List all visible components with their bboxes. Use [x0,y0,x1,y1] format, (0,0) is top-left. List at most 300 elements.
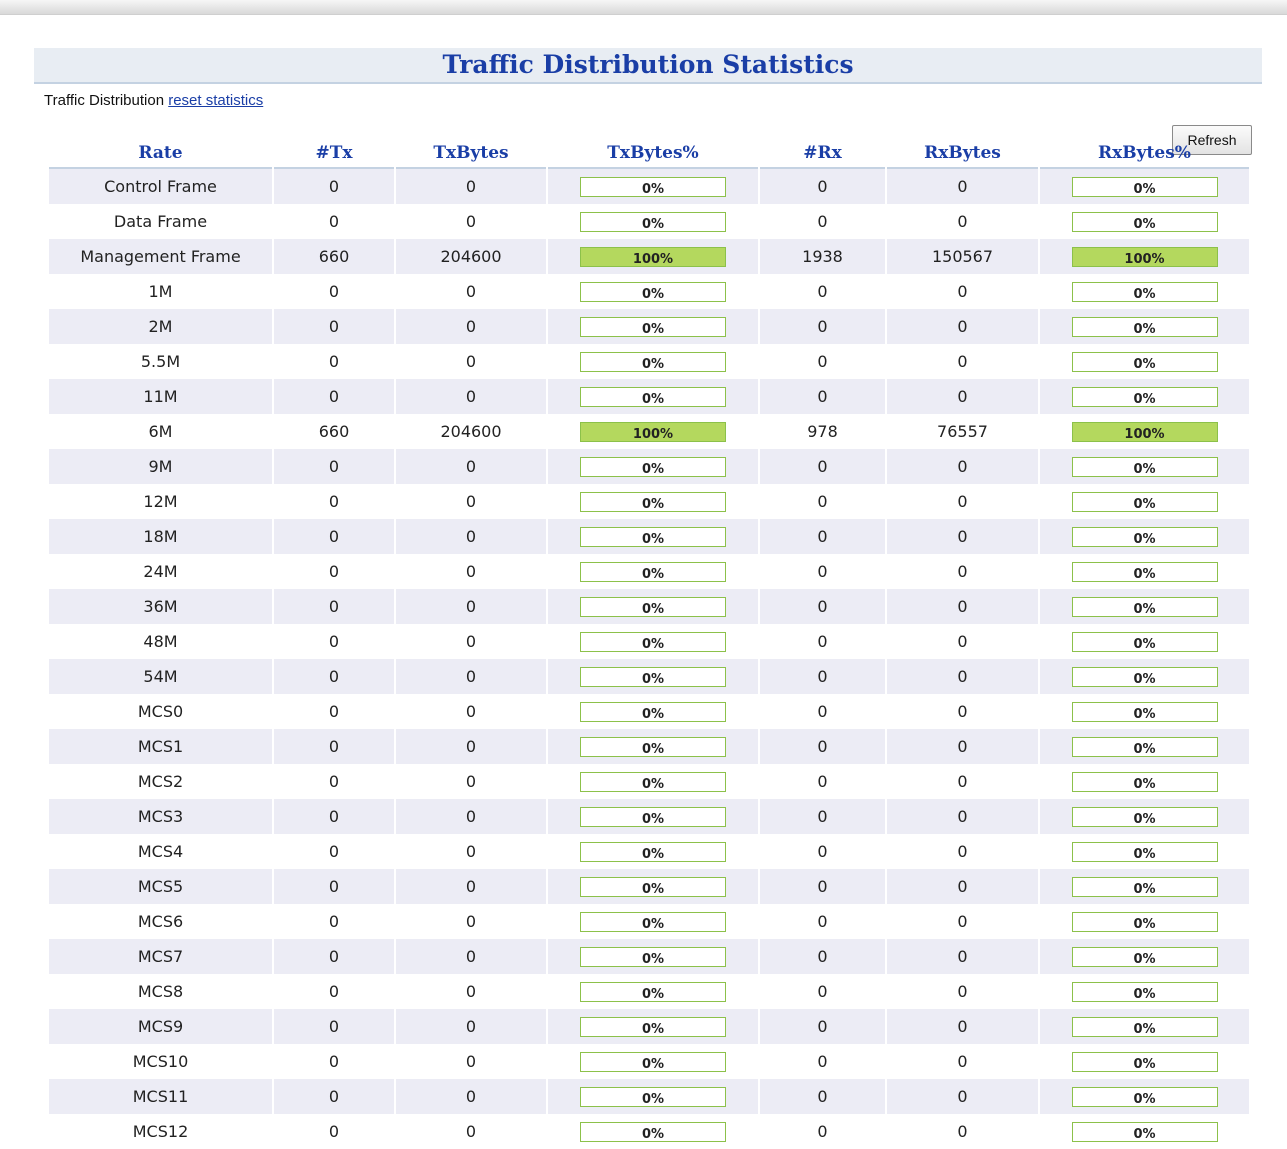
rx-bytes-percent-cell [1040,799,1249,834]
tx-bytes-percent-cell [548,1114,758,1149]
rx-bytes-percent-cell [1040,589,1249,624]
reset-statistics-link[interactable]: reset statistics [168,92,264,109]
rx-bytes-percent-bar [1072,597,1218,617]
rx-bytes-percent-cell [1040,274,1249,309]
tx-bytes-percent-bar [580,247,726,267]
table-row [49,939,1249,974]
rx-bytes-percent-cell [1040,764,1249,799]
rx-count-cell: 0 [760,1009,885,1044]
rx-bytes-percent-label: 0% [1133,916,1156,932]
rx-bytes-percent-cell [1040,484,1249,519]
rx-bytes-cell: 0 [887,799,1038,834]
tx-bytes-percent-label: 0% [641,181,665,197]
tx-bytes-percent-bar [580,807,726,827]
table-row [49,624,1249,659]
table-row [49,274,1249,309]
tx-bytes-percent-cell [548,1044,758,1079]
tx-bytes-cell: 0 [396,589,546,624]
rx-bytes-cell: 0 [957,842,968,861]
tx-count-cell: 0 [274,869,394,904]
tx-bytes-percent-label: 0% [641,566,665,582]
tx-count-cell: 0 [274,1079,394,1114]
rx-count-cell: 0 [760,659,885,694]
rx-count-cell: 0 [817,562,828,581]
rx-bytes-percent-cell [1040,414,1249,449]
rx-bytes-percent-bar [1072,1087,1218,1107]
rx-bytes-percent-label: 0% [1133,461,1156,477]
table-row [49,694,1249,729]
rx-bytes-percent-label: 0% [1133,636,1156,652]
rx-bytes-percent-bar [1072,772,1218,792]
tx-bytes-percent-cell [548,379,758,414]
col-header-rxbytes: RxBytes [887,139,1038,169]
tx-bytes-cell: 0 [396,169,546,204]
rx-bytes-percent-label: 0% [1133,321,1156,337]
rate-cell: Data Frame [113,212,208,231]
tx-bytes-cell: 0 [396,309,546,344]
rx-bytes-percent-label: 0% [1133,356,1156,372]
tx-count-cell: 0 [328,562,340,581]
rate-cell: MCS6 [137,912,184,931]
tx-bytes-cell: 0 [465,282,477,301]
rx-bytes-percent-cell [1040,344,1249,379]
col-header-tx: #Tx [274,139,394,169]
rx-count-cell: 978 [807,422,838,441]
tx-bytes-cell: 0 [396,729,546,764]
table-row [49,554,1249,589]
tx-count-cell: 0 [274,589,394,624]
tx-bytes-percent-label: 0% [641,391,665,407]
tx-bytes-percent-cell [548,904,758,939]
tx-bytes-percent-cell [548,274,758,309]
rx-bytes-percent-cell [1040,309,1249,344]
rate-cell: MCS7 [49,939,272,974]
rx-bytes-percent-label: 0% [1133,951,1156,967]
tx-bytes-percent-cell [548,1009,758,1044]
table-row [49,904,1249,939]
rx-bytes-percent-cell [1040,939,1249,974]
rx-bytes-cell: 0 [887,169,1038,204]
rx-bytes-percent-cell [1040,694,1249,729]
rate-cell: MCS11 [49,1079,272,1114]
browser-top-bar [0,0,1287,15]
tx-bytes-percent-cell [548,484,758,519]
rx-bytes-percent-label: 0% [1133,706,1156,722]
col-header-txbytes-pct: TxBytes% [548,139,758,169]
tx-bytes-percent-bar [580,667,726,687]
rx-bytes-cell: 0 [887,659,1038,694]
rx-count-cell: 0 [817,842,828,861]
tx-bytes-cell: 0 [465,912,477,931]
table-header-row [49,139,1249,169]
rx-bytes-percent-bar [1072,457,1218,477]
rx-bytes-percent-bar [1072,737,1218,757]
tx-bytes-percent-label: 100% [632,426,674,442]
table-row [49,309,1249,344]
rx-bytes-percent-bar [1072,177,1218,197]
rx-bytes-percent-bar [1072,247,1218,267]
tx-count-cell: 0 [328,1052,340,1071]
rx-bytes-percent-label: 0% [1133,741,1156,757]
table-row [49,869,1249,904]
rx-bytes-percent-label: 0% [1133,496,1156,512]
table-row [49,834,1249,869]
rx-bytes-percent-cell [1040,204,1249,239]
rx-count-cell: 0 [760,799,885,834]
rx-bytes-cell: 0 [957,352,968,371]
tx-bytes-percent-bar [580,282,726,302]
tx-bytes-percent-label: 0% [641,1126,665,1142]
rx-bytes-percent-bar [1072,1052,1218,1072]
table-row [49,659,1249,694]
rx-bytes-cell: 0 [957,492,968,511]
rate-cell: MCS3 [49,799,272,834]
rx-bytes-percent-bar [1072,877,1218,897]
rate-cell: 48M [143,632,178,651]
rate-cell: MCS1 [49,729,272,764]
tx-bytes-percent-cell [548,589,758,624]
table-row [49,379,1249,414]
tx-bytes-percent-label: 0% [641,216,665,232]
tx-bytes-percent-label: 0% [641,461,665,477]
table-row [49,169,1249,204]
rx-bytes-percent-label: 0% [1133,531,1156,547]
tx-bytes-percent-label: 0% [641,776,665,792]
rx-bytes-cell: 0 [957,982,968,1001]
rx-bytes-percent-bar [1072,282,1218,302]
tx-bytes-percent-label: 0% [641,951,665,967]
rate-cell: MCS0 [137,702,184,721]
rx-count-cell: 0 [760,939,885,974]
rx-bytes-percent-label: 0% [1133,776,1156,792]
traffic-distribution-label [44,92,263,109]
tx-bytes-cell: 0 [465,632,477,651]
rx-bytes-cell: 0 [957,562,968,581]
tx-count-cell: 0 [274,519,394,554]
rx-bytes-cell: 0 [887,1079,1038,1114]
rx-bytes-percent-bar [1072,667,1218,687]
tx-bytes-percent-label: 0% [641,636,665,652]
rx-bytes-percent-cell [1040,379,1249,414]
tx-bytes-percent-bar [580,317,726,337]
rx-bytes-cell: 0 [957,212,968,231]
table-row [49,729,1249,764]
rx-bytes-percent-label: 0% [1133,181,1156,197]
rate-cell: MCS12 [132,1122,189,1141]
rx-bytes-cell: 0 [957,912,968,931]
rx-bytes-percent-cell [1040,869,1249,904]
rx-count-cell: 0 [817,1052,828,1071]
tx-bytes-percent-label: 0% [641,1056,665,1072]
tx-bytes-cell: 0 [465,772,477,791]
tx-count-cell: 0 [328,282,340,301]
tx-bytes-cell: 0 [396,1009,546,1044]
rx-bytes-percent-bar [1072,807,1218,827]
tx-bytes-percent-cell [548,519,758,554]
tx-bytes-cell: 0 [465,562,477,581]
rx-count-cell: 0 [817,772,828,791]
tx-bytes-cell: 0 [465,982,477,1001]
table-row [49,764,1249,799]
rate-cell: Control Frame [49,169,272,204]
table-row [49,1044,1249,1079]
rx-bytes-cell: 0 [887,939,1038,974]
rx-count-cell: 0 [817,982,828,1001]
rx-bytes-percent-bar [1072,317,1218,337]
rate-cell: 6M [148,422,173,441]
tx-bytes-percent-label: 0% [641,496,665,512]
rx-count-cell: 0 [760,729,885,764]
tx-count-cell: 0 [328,212,340,231]
tx-bytes-percent-cell [548,974,758,1009]
rx-bytes-cell: 76557 [937,422,988,441]
tx-bytes-cell: 0 [396,519,546,554]
tx-count-cell: 0 [328,492,340,511]
tx-bytes-percent-bar [580,1052,726,1072]
tx-bytes-percent-cell [548,554,758,589]
table-row [49,344,1249,379]
rate-cell: MCS10 [132,1052,189,1071]
rate-cell: 36M [49,589,272,624]
rx-bytes-cell: 0 [887,589,1038,624]
rx-bytes-percent-bar [1072,387,1218,407]
table-row [49,1114,1249,1149]
table-row [49,449,1249,484]
rx-bytes-percent-label: 0% [1133,986,1156,1002]
rx-bytes-percent-cell [1040,1114,1249,1149]
rx-bytes-cell: 0 [887,1009,1038,1044]
section-label: Traffic Distribution [44,92,165,109]
rx-count-cell: 0 [760,379,885,414]
rx-count-cell: 0 [817,352,828,371]
rx-bytes-percent-cell [1040,239,1249,274]
rx-count-cell: 0 [817,912,828,931]
rx-bytes-percent-bar [1072,422,1218,442]
tx-count-cell: 0 [328,842,340,861]
tx-bytes-percent-cell [548,449,758,484]
tx-bytes-percent-cell [548,764,758,799]
rx-bytes-cell: 0 [957,632,968,651]
tx-bytes-percent-label: 100% [632,251,674,267]
traffic-stats-table [47,139,1251,1149]
rx-bytes-percent-bar [1072,947,1218,967]
rate-cell: 54M [49,659,272,694]
rx-count-cell: 0 [817,1122,828,1141]
tx-bytes-percent-cell [548,204,758,239]
tx-count-cell: 0 [328,982,340,1001]
rx-bytes-cell: 0 [957,772,968,791]
rx-bytes-percent-cell [1040,834,1249,869]
tx-count-cell: 0 [328,912,340,931]
rx-bytes-percent-bar [1072,982,1218,1002]
rx-bytes-percent-cell [1040,1009,1249,1044]
rx-bytes-cell: 0 [887,309,1038,344]
tx-bytes-percent-bar [580,212,726,232]
tx-bytes-percent-cell [548,169,758,204]
tx-bytes-percent-bar [580,352,726,372]
rx-bytes-percent-label: 0% [1133,286,1156,302]
table-row [49,204,1249,239]
tx-count-cell: 660 [318,422,350,441]
rate-cell: 12M [143,492,178,511]
rate-cell: MCS5 [49,869,272,904]
rx-bytes-percent-label: 0% [1133,391,1156,407]
rx-bytes-percent-label: 0% [1133,881,1156,897]
table-row [49,1079,1249,1114]
table-body [49,169,1249,1149]
tx-count-cell: 0 [274,169,394,204]
tx-count-cell: 0 [274,379,394,414]
tx-count-cell: 0 [274,659,394,694]
tx-bytes-percent-bar [580,492,726,512]
rx-bytes-percent-label: 0% [1133,1126,1156,1142]
stats-panel [34,48,1262,148]
tx-bytes-percent-cell [548,869,758,904]
rx-bytes-percent-cell [1040,449,1249,484]
tx-bytes-percent-cell [548,624,758,659]
rate-cell: 2M [49,309,272,344]
tx-bytes-cell: 0 [465,352,477,371]
rx-bytes-percent-label: 0% [1133,1091,1156,1107]
toolbar [34,84,1262,148]
tx-bytes-percent-cell [548,799,758,834]
tx-bytes-percent-bar [580,632,726,652]
rx-bytes-percent-bar [1072,632,1218,652]
rx-bytes-cell: 0 [957,1052,968,1071]
tx-bytes-percent-cell [548,694,758,729]
tx-bytes-cell: 0 [396,379,546,414]
tx-bytes-cell: 204600 [396,239,546,274]
tx-bytes-percent-bar [580,422,726,442]
rx-bytes-percent-cell [1040,729,1249,764]
rx-bytes-cell: 0 [887,869,1038,904]
tx-bytes-cell: 0 [396,449,546,484]
rate-cell: MCS8 [137,982,184,1001]
tx-bytes-cell: 0 [465,212,477,231]
rx-bytes-percent-label: 0% [1133,846,1156,862]
rate-cell: 24M [143,562,178,581]
rx-bytes-percent-label: 0% [1133,1056,1156,1072]
tx-count-cell: 0 [328,352,340,371]
tx-count-cell: 660 [274,239,394,274]
table-row [49,414,1249,449]
table-row [49,239,1249,274]
table-row [49,974,1249,1009]
tx-bytes-percent-label: 0% [641,1091,665,1107]
table-row [49,519,1249,554]
tx-bytes-percent-bar [580,387,726,407]
tx-bytes-percent-cell [548,729,758,764]
table-row [49,1009,1249,1044]
rx-bytes-percent-label: 0% [1133,811,1156,827]
tx-bytes-percent-bar [580,842,726,862]
rx-bytes-percent-label: 0% [1133,601,1156,617]
rx-bytes-percent-bar [1072,1017,1218,1037]
tx-bytes-cell: 0 [396,1079,546,1114]
tx-bytes-percent-bar [580,1087,726,1107]
rx-bytes-percent-bar [1072,912,1218,932]
tx-bytes-cell: 0 [465,702,477,721]
rx-bytes-cell: 150567 [887,239,1038,274]
tx-bytes-percent-label: 0% [641,1021,665,1037]
tx-count-cell: 0 [274,1009,394,1044]
rx-count-cell: 0 [817,702,828,721]
rx-bytes-percent-bar [1072,842,1218,862]
tx-bytes-percent-cell [548,939,758,974]
tx-bytes-percent-cell [548,834,758,869]
rx-bytes-cell: 0 [887,449,1038,484]
rx-bytes-percent-cell [1040,1079,1249,1114]
rx-bytes-cell: 0 [957,702,968,721]
rx-bytes-percent-label: 0% [1133,566,1156,582]
tx-bytes-percent-bar [580,772,726,792]
table-row [49,484,1249,519]
tx-bytes-percent-cell [548,344,758,379]
rx-bytes-percent-cell [1040,1044,1249,1079]
tx-count-cell: 0 [274,729,394,764]
rx-bytes-percent-label: 100% [1124,426,1165,442]
tx-bytes-percent-cell [548,414,758,449]
tx-count-cell: 0 [274,939,394,974]
rate-cell: Management Frame [49,239,272,274]
tx-bytes-percent-bar [580,982,726,1002]
rx-bytes-percent-label: 100% [1124,251,1165,267]
rate-cell: MCS4 [137,842,184,861]
rx-count-cell: 0 [760,869,885,904]
tx-bytes-percent-bar [580,527,726,547]
rx-bytes-cell: 0 [957,1122,968,1141]
tx-bytes-cell: 0 [465,1052,477,1071]
rx-bytes-percent-cell [1040,659,1249,694]
col-header-rx: #Rx [760,139,885,169]
tx-bytes-percent-cell [548,1079,758,1114]
refresh-button[interactable]: Refresh [1172,125,1252,155]
rx-bytes-cell: 0 [887,379,1038,414]
tx-bytes-percent-bar [580,177,726,197]
rx-bytes-percent-bar [1072,562,1218,582]
rx-count-cell: 0 [817,632,828,651]
tx-bytes-cell: 0 [396,799,546,834]
page-title: Traffic Distribution Statistics [34,48,1262,84]
rx-bytes-cell: 0 [957,282,968,301]
rate-cell: 5.5M [140,352,181,371]
tx-bytes-percent-label: 0% [641,531,665,547]
col-header-rate: Rate [49,139,272,169]
rx-bytes-percent-cell [1040,974,1249,1009]
tx-bytes-percent-cell [548,309,758,344]
tx-bytes-percent-label: 0% [641,356,665,372]
tx-bytes-cell: 0 [396,939,546,974]
rx-bytes-percent-bar [1072,702,1218,722]
tx-bytes-percent-bar [580,457,726,477]
rx-bytes-percent-label: 0% [1133,671,1156,687]
tx-bytes-percent-bar [580,702,726,722]
tx-bytes-percent-bar [580,737,726,757]
tx-bytes-cell: 204600 [440,422,502,441]
tx-bytes-cell: 0 [396,659,546,694]
rx-count-cell: 1938 [760,239,885,274]
rx-bytes-percent-bar [1072,527,1218,547]
tx-bytes-cell: 0 [396,869,546,904]
rx-bytes-percent-bar [1072,492,1218,512]
tx-bytes-percent-label: 0% [641,286,665,302]
tx-bytes-percent-bar [580,1017,726,1037]
col-header-txbytes: TxBytes [396,139,546,169]
table-row [49,799,1249,834]
rx-count-cell: 0 [760,1079,885,1114]
tx-bytes-percent-cell [548,239,758,274]
tx-bytes-percent-label: 0% [641,741,665,757]
